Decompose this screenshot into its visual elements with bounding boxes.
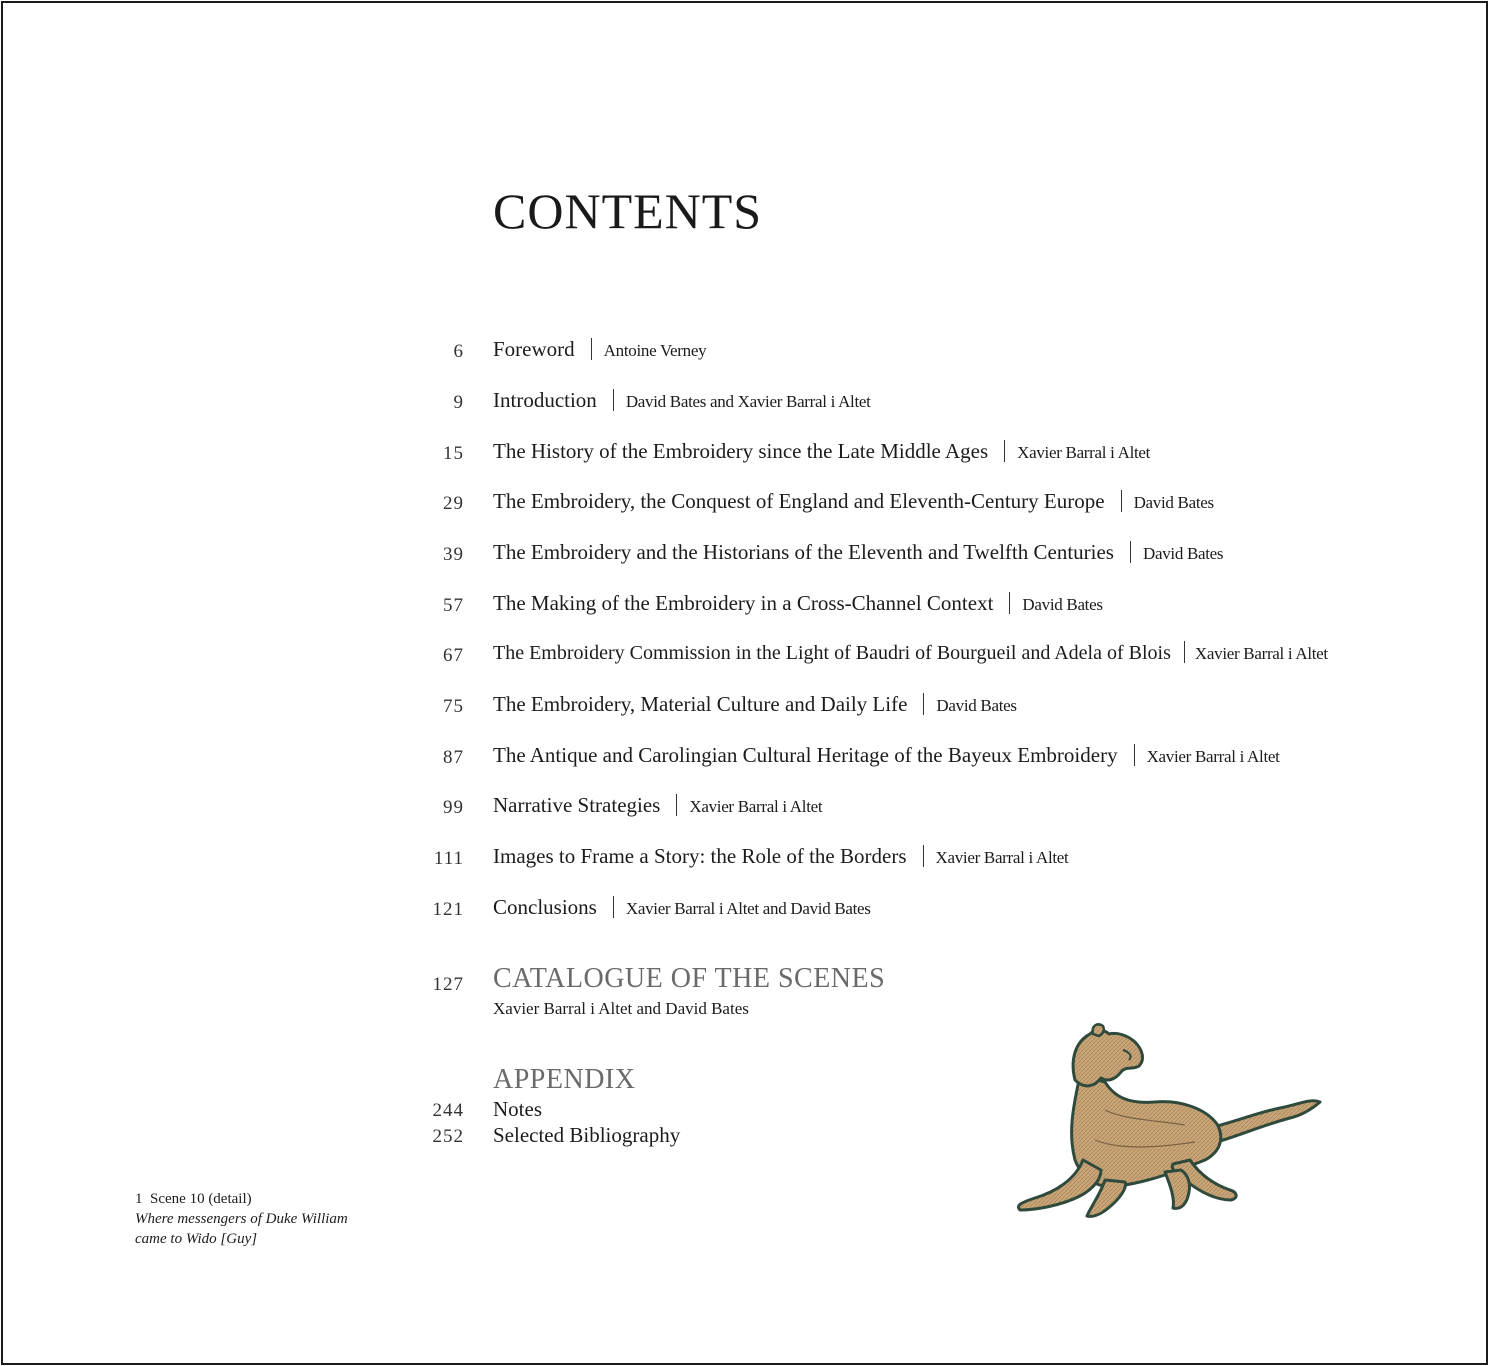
separator [676, 794, 677, 816]
appendix-item-bibliography[interactable]: Selected Bibliography [493, 1123, 681, 1147]
toc-page-number: 121 [432, 899, 464, 920]
embroidered-lion-image [1005, 1020, 1330, 1225]
toc-row[interactable] [0, 439, 1489, 473]
toc-page-number: 87 [443, 747, 464, 768]
toc-title: Conclusions [493, 895, 597, 919]
separator [1130, 541, 1131, 563]
toc-row[interactable] [0, 641, 1489, 675]
toc-row[interactable] [0, 489, 1489, 523]
separator [1009, 592, 1010, 614]
toc-author: Xavier Barral i Altet [1194, 644, 1328, 663]
toc-page-number: 39 [443, 544, 464, 565]
catalogue-page-number: 127 [432, 974, 464, 995]
toc-row[interactable] [0, 743, 1489, 777]
toc-author: Xavier Barral i Altet [935, 848, 1069, 867]
appendix-page-number: 244 [432, 1100, 464, 1121]
appendix-heading: APPENDIX [493, 1064, 636, 1095]
toc-author: Xavier Barral i Altet [1146, 747, 1280, 766]
toc-page-number: 67 [443, 645, 464, 666]
catalogue-authors: Xavier Barral i Altet and David Bates [493, 999, 749, 1018]
toc-title: Narrative Strategies [493, 793, 661, 817]
toc-author: Xavier Barral i Altet [689, 797, 823, 816]
toc-page-number: 15 [443, 443, 464, 464]
toc-title: The Making of the Embroidery in a Cross-Channel Context [493, 591, 994, 615]
appendix-item-notes[interactable]: Notes [493, 1097, 542, 1121]
toc-page-number: 6 [453, 341, 464, 362]
toc-row[interactable] [0, 793, 1489, 827]
toc-row[interactable] [0, 844, 1489, 878]
separator [1184, 641, 1185, 663]
toc-row[interactable] [0, 895, 1489, 929]
toc-page-number: 111 [433, 848, 464, 869]
separator [923, 693, 924, 715]
toc-author: David Bates [1142, 544, 1224, 563]
toc-author: David Bates and Xavier Barral i Altet [625, 392, 871, 411]
catalogue-heading: CATALOGUE OF THE SCENES [493, 963, 886, 994]
toc-title: Introduction [493, 388, 597, 412]
toc-author: David Bates [936, 696, 1017, 715]
toc-title: The Embroidery, the Conquest of England and Eleventh-Century Europe [493, 489, 1105, 513]
toc-row[interactable] [0, 692, 1489, 726]
toc-row[interactable] [0, 591, 1489, 625]
toc-title: The Embroidery Commission in the Light of Baudri of Bourgueil and Adela of Blois [493, 642, 1171, 664]
toc-page-number: 75 [443, 696, 464, 717]
separator [613, 896, 614, 918]
toc-title: The Embroidery and the Historians of the Eleventh and Twelfth Centuries [493, 540, 1114, 564]
toc-author: Xavier Barral i Altet [1017, 443, 1151, 462]
toc-title: The History of the Embroidery since the Late Middle Ages [493, 439, 989, 463]
separator [923, 845, 924, 867]
toc-page-number: 57 [443, 595, 464, 616]
separator [613, 389, 614, 411]
separator [1121, 490, 1122, 512]
toc-title: Images to Frame a Story: the Role of the Borders [493, 844, 907, 868]
caption-text-line: Where messengers of Duke William [135, 1211, 348, 1227]
toc-row[interactable] [0, 337, 1489, 371]
toc-page-number: 29 [443, 493, 464, 514]
figure-caption [135, 1189, 375, 1249]
toc-author: Antoine Verney [603, 341, 707, 360]
separator [591, 338, 592, 360]
separator [1134, 744, 1135, 766]
appendix-page-number: 252 [432, 1126, 464, 1147]
caption-text-line: came to Wido [Guy] [135, 1231, 258, 1247]
toc-author: Xavier Barral i Altet and David Bates [625, 899, 871, 918]
toc-page-number: 99 [443, 797, 464, 818]
toc-author: David Bates [1133, 493, 1214, 512]
separator [1004, 440, 1005, 462]
toc-page-number: 9 [453, 392, 464, 413]
toc-author: David Bates [1022, 595, 1103, 614]
caption-label: 1 Scene 10 (detail) [135, 1191, 252, 1207]
toc-row[interactable] [0, 388, 1489, 422]
toc-title: The Antique and Carolingian Cultural Heritage of the Bayeux Embroidery [493, 743, 1118, 767]
page-title: CONTENTS [493, 183, 763, 239]
toc-title: Foreword [493, 337, 575, 361]
toc-title: The Embroidery, Material Culture and Daily Life [493, 692, 908, 716]
toc-row[interactable] [0, 540, 1489, 574]
